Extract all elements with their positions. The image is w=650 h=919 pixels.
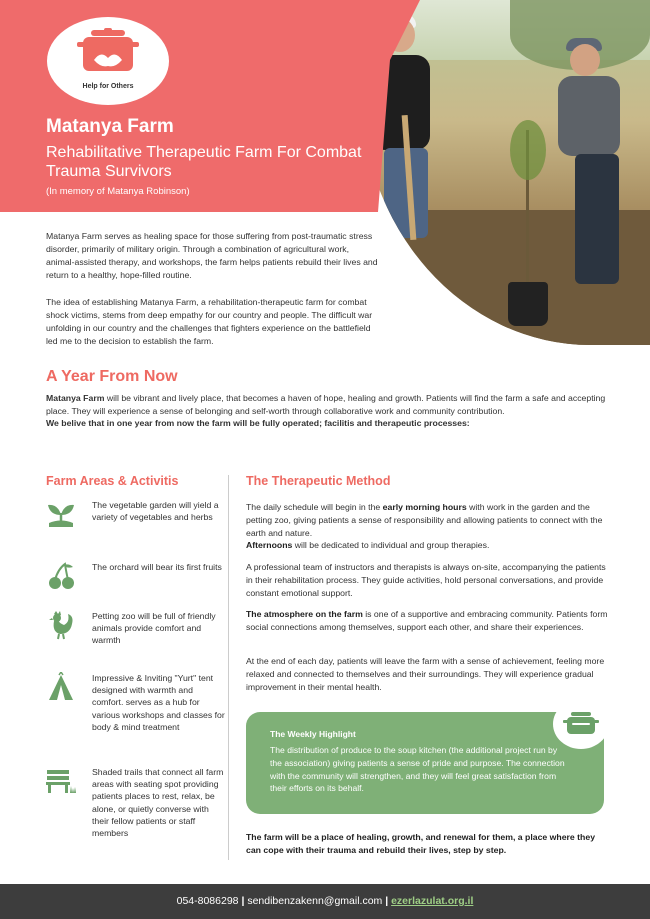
rooster-icon <box>46 610 76 640</box>
method-bold: early morning hours <box>382 502 467 512</box>
area-text: Shaded trails that connect all farm areas with seating spot providing patients places to rest, relax, be alone, or quietly converse with their fellow patients or staff members <box>92 767 224 839</box>
cherries-icon <box>46 561 76 591</box>
highlight-title: The Weekly Highlight <box>270 729 356 739</box>
method-paragraph-3 <box>246 608 608 634</box>
year-heading: A Year From Now <box>46 368 178 385</box>
year-lead: Matanya Farm <box>46 393 105 403</box>
year-text: will be vibrant and lively place, that becomes a haven of hope, healing and growth. Patients will find the farm a safe and accepting place. They will experience a sense of belonging and self-worth through collaborative work and community contribution. <box>46 393 606 416</box>
footer-separator: | <box>241 895 245 907</box>
farmer-head <box>570 44 600 76</box>
area-text: Petting zoo will be full of friendly animals provide comfort and warmth <box>92 611 216 646</box>
bench-icon <box>46 766 76 796</box>
method-paragraph-4: At the end of each day, patients will leave the farm with a sense of achievement, feeling more relaxed and connected to themselves and their surroundings. They will experience gradual improvement in their mental health. <box>246 656 605 692</box>
soup-pot-icon <box>563 711 599 735</box>
method-heading: The Therapeutic Method <box>246 474 391 488</box>
memorial-note: (In memory of Matanya Robinson) <box>46 186 190 197</box>
area-text: The vegetable garden will yield a variety of vegetables and herbs <box>92 500 219 523</box>
area-text: The orchard will bear its first fruits <box>92 562 222 572</box>
farmer-shirt <box>558 76 620 156</box>
logo-text: Help for Others <box>82 83 134 90</box>
footer-contact <box>0 895 650 907</box>
method-text: with work in the garden and the petting zoo, giving patients a sense of responsibility and allowing patients to connect with the earth and nature. <box>246 502 603 538</box>
sprout-icon <box>46 499 76 529</box>
column-divider <box>228 475 229 860</box>
farm-volunteers-photo <box>360 0 650 345</box>
page-subtitle: Rehabilitative Therapeutic Farm For Combat Trauma Survivors <box>46 144 362 180</box>
method-paragraph-2: A professional team of instructors and therapists is always on-site, accompanying the patients in their rehabilitation process. They guide activities, hold personal conversations, and provide constant emotional support. <box>246 562 606 598</box>
farmer-pants <box>575 154 619 284</box>
intro-paragraph-1: Matanya Farm serves as healing space for those suffering from post-traumatic stress disorder, primarily of military origin. Through a combination of agricultural work, animal-assisted therapy, and workshops, the farm helps patients rebuild their lives and return to a healthy, hope-filled routine. <box>46 231 378 280</box>
page-title: Matanya Farm <box>46 116 174 137</box>
method-text: will be dedicated to individual and group therapies. <box>292 540 490 551</box>
closing-statement: The farm will be a place of healing, growth, and renewal for them, a place where they can cope with their trauma and rebuild their lives, step by step. <box>246 832 596 855</box>
sapling-leaves <box>510 120 546 180</box>
method-bold: Afternoons <box>246 540 293 551</box>
method-bold: The atmosphere on the farm <box>246 609 363 619</box>
footer-email[interactable]: sendibenzakenn@gmail.com <box>247 895 383 907</box>
method-text: is one of a supportive and embracing community. Patients form social connections among themselves, support each other, and share their experiences. <box>246 609 608 632</box>
method-text: The daily schedule will begin in the <box>246 502 383 512</box>
soup-pot-hands-icon <box>77 28 139 78</box>
method-paragraph-1 <box>246 501 608 552</box>
area-text: Impressive & Inviting "Yurt" tent designed with warmth and comfort. serves as a hub for various workshops and classes for body & mind treatment <box>92 673 225 732</box>
intro-paragraph-2: The idea of establishing Matanya Farm, a rehabilitation-therapeutic farm for combat shock victims, stems from deep empathy for our country and people. The difficult war unfolding in our country and the challenges that fighters experience on the battlefield led me to the decision to establish the farm. <box>46 297 373 346</box>
year-close: We belive that in one year from now the farm will be fully operated; facilitis and therapeutic processes: <box>46 418 470 429</box>
footer-website-link[interactable]: ezerlazulat.org.il <box>391 895 474 907</box>
plant-pot <box>508 282 548 326</box>
areas-heading: Farm Areas & Activitis <box>46 474 179 488</box>
year-paragraph <box>46 392 606 430</box>
highlight-text: The distribution of produce to the soup kitchen (the additional project run by the association) giving patients a sense of pride and purpose. The connection with the community will strengthen, and they will feel great satisfaction from their efforts on its behalf. <box>270 745 565 794</box>
footer-separator: | <box>385 895 389 907</box>
tent-icon <box>46 672 76 702</box>
footer-phone[interactable]: 054-8086298 <box>176 895 239 907</box>
